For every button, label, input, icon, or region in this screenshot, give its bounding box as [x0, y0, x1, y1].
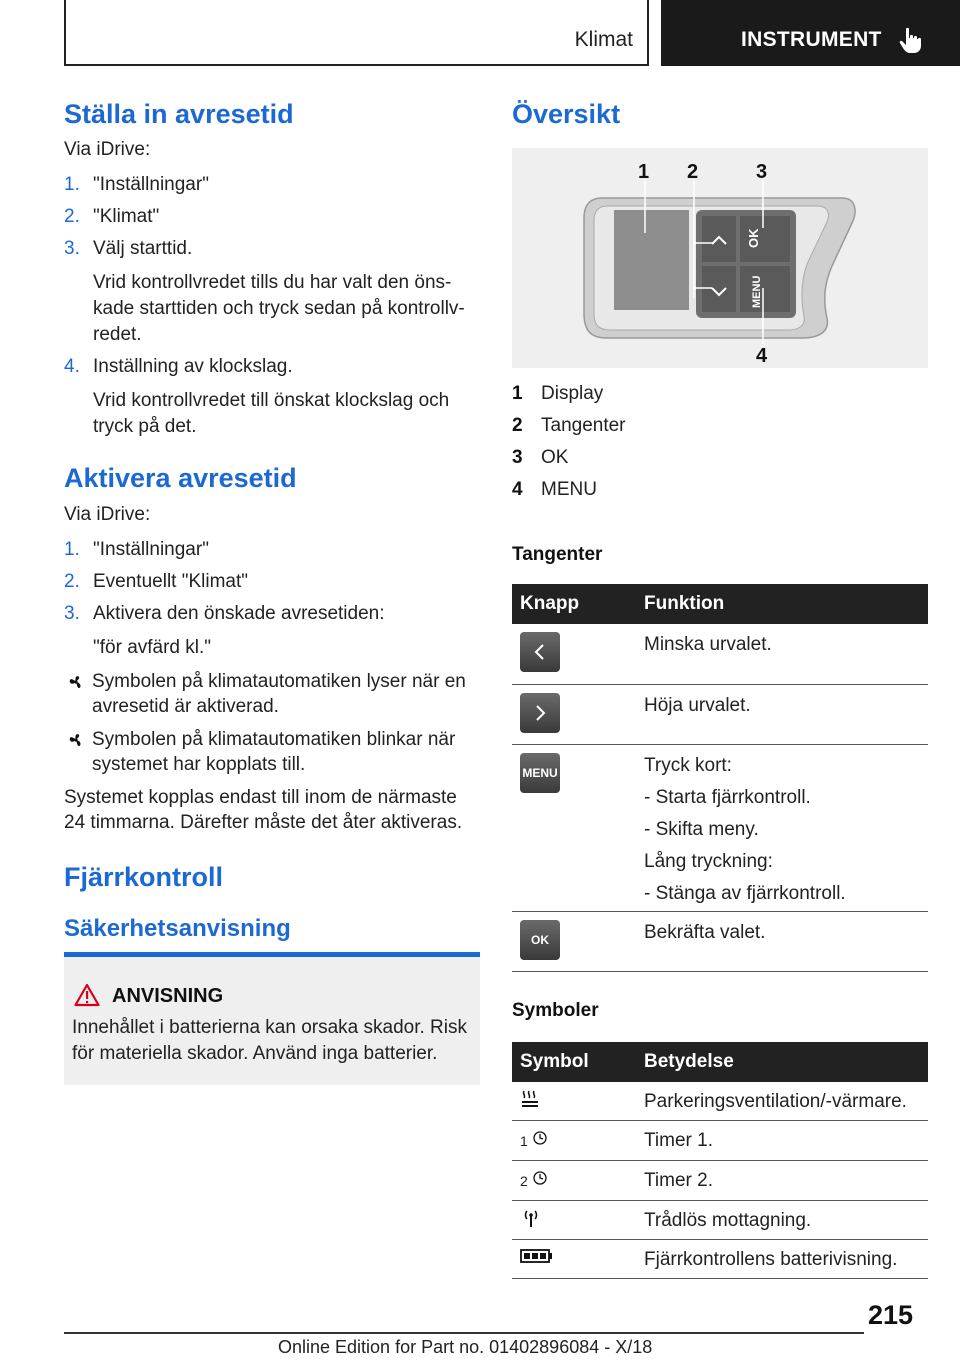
right-column: [512, 98, 928, 1279]
page-number: 215: [868, 1300, 914, 1330]
figure-label-2: 2: [687, 161, 699, 184]
header-section-tab: [661, 0, 960, 66]
figure-label-1: 1: [638, 161, 650, 184]
chevron-right-key-icon: [520, 693, 560, 733]
table-row: Parkeringsventilation/-värmare.: [512, 1082, 928, 1121]
table-row: MENU Tryck kort: - Starta fjärrkontroll. - Skifta meny. Lång tryckning: - Stänga av fjärrkontroll.: [512, 744, 928, 911]
section-title-activate-departure: Aktivera avresetid: [64, 463, 297, 494]
remote-control-figure: [512, 148, 928, 368]
chevron-left-key-icon: [520, 632, 560, 672]
column-header-meaning: Betydelse: [634, 1042, 928, 1082]
menu-key-icon: MENU: [520, 753, 560, 793]
column-header-function: Funktion: [634, 584, 928, 624]
battery-icon: [520, 1247, 554, 1265]
remote-control-illustration: [512, 148, 928, 368]
section-title-set-departure: Ställa in avresetid: [64, 99, 294, 129]
timer-icon: [532, 1170, 548, 1186]
ok-key-icon: OK: [520, 920, 560, 960]
figure-key-menu: MENU: [751, 276, 763, 309]
keys-table-title: Tangenter: [512, 544, 603, 566]
list-item: 3. Aktivera den önskade avresetiden: "för avfärd kl.": [64, 602, 385, 658]
chapter-label: Klimat: [574, 28, 633, 51]
list-item: 1. "Inställningar": [64, 174, 209, 196]
list-item: 2. "Klimat": [64, 206, 160, 228]
fan-icon: [66, 732, 86, 748]
timer-icon: [532, 1130, 548, 1146]
footer-edition: Online Edition for Part no. 01402896084 - X/18: [278, 1337, 653, 1357]
warning-triangle-icon: [74, 983, 100, 1007]
warning-text: Innehållet i batterierna kan orsaka skador. Risk för materiella skador. Använd inga batterier.: [72, 1017, 467, 1064]
subsection-title-safety: Säkerhetsanvisning: [64, 915, 291, 943]
heating-ventilation-icon: [520, 1089, 542, 1109]
table-row: Minska urvalet.: [512, 624, 928, 684]
note-blinks: Symbolen på klimatautomatiken blinkar när systemet har kopplats till.: [64, 727, 480, 777]
section-title-overview: Översikt: [512, 99, 621, 129]
warning-box: [64, 952, 480, 1085]
timer-number: 1: [520, 1133, 528, 1150]
list-item: 2. Eventuellt "Klimat": [64, 570, 248, 592]
figure-key-ok: OK: [746, 228, 761, 249]
timer-number: 2: [520, 1173, 528, 1190]
intro-text: Via iDrive:: [64, 139, 151, 161]
warning-title: ANVISNING: [72, 983, 472, 1009]
pointing-hand-icon: [897, 26, 925, 54]
paragraph-activation-window: Systemet kopplas endast till inom de närmaste 24 timmarna. Därefter måste det åter aktiveras.: [64, 786, 463, 833]
table-row: 2 Timer 2.: [512, 1161, 928, 1201]
steps-list-activate: [64, 537, 480, 661]
figure-label-3: 3: [756, 161, 768, 184]
figure-label-4: 4: [756, 345, 768, 368]
list-item: 1. "Inställningar": [64, 538, 209, 560]
list-item: 3. Välj starttid. Vrid kontrollvredet tills du har valt den öns-kade starttiden och tryck sedan på kontrollv-redet.: [64, 238, 465, 346]
table-row: Höja urvalet.: [512, 684, 928, 744]
list-item: 4 MENU: [512, 479, 597, 501]
table-header-row: [512, 584, 928, 624]
left-column: [64, 98, 480, 1064]
wireless-signal-icon: [520, 1208, 542, 1228]
column-header-key: Knapp: [512, 584, 634, 624]
list-item: 2 Tangenter: [512, 415, 626, 437]
footer-divider: [64, 1332, 864, 1334]
table-header-row: [512, 1042, 928, 1082]
header-chapter-tab: [64, 0, 649, 66]
steps-list-set: [64, 172, 480, 440]
list-item: 1 Display: [512, 383, 604, 405]
section-title-remote: Fjärrkontroll: [64, 861, 224, 892]
table-row: Fjärrkontrollens batterivisning.: [512, 1240, 928, 1279]
table-row: Trådlös mottagning.: [512, 1201, 928, 1240]
table-row: 1 Timer 1.: [512, 1121, 928, 1161]
column-header-symbol: Symbol: [512, 1042, 634, 1082]
figure-legend: [512, 378, 928, 506]
keys-table: [512, 584, 928, 972]
list-item: 3 OK: [512, 447, 569, 469]
fan-icon: [66, 674, 86, 690]
symbols-table: [512, 1042, 928, 1280]
symbols-table-title: Symboler: [512, 999, 599, 1021]
list-item: 4. Inställning av klockslag. Vrid kontrollvredet till önskat klockslag och tryck på det.: [64, 356, 450, 438]
table-row: OK Bekräfta valet.: [512, 911, 928, 971]
note-lights: Symbolen på klimatautomatiken lyser när en avresetid är aktiverad.: [64, 669, 480, 719]
section-label: INSTRUMENT: [741, 28, 882, 51]
intro-text: Via iDrive:: [64, 503, 151, 525]
